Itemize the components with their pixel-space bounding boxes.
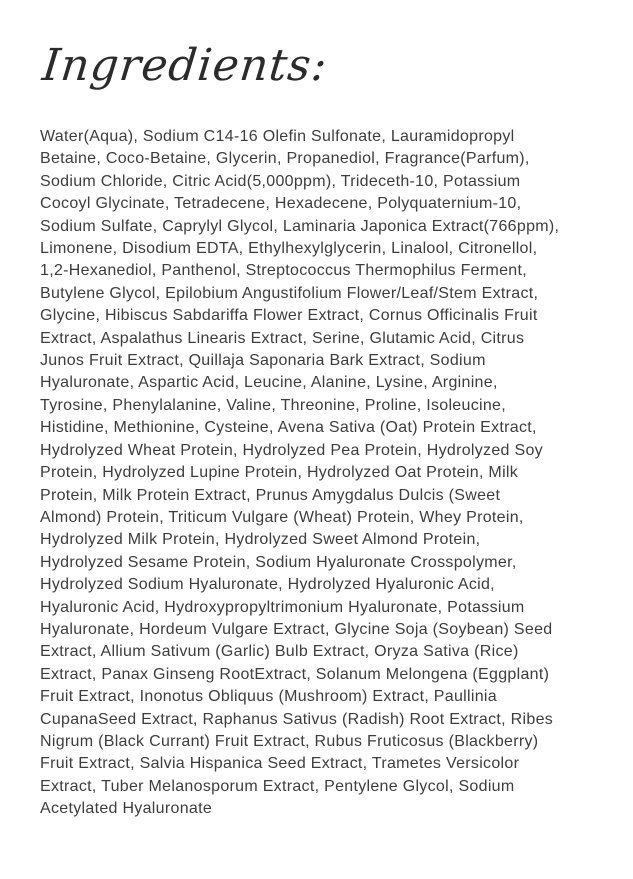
ingredients-line: Protein, Hydrolyzed Lupine Protein, Hydrolyzed Oat Protein, Milk [40, 464, 519, 482]
ingredients-line: Hydrolyzed Sodium Hyaluronate, Hydrolyzed Hyaluronic Acid, [40, 576, 495, 594]
ingredients-line: Almond) Protein, Triticum Vulgare (Wheat) Protein, Whey Protein, [40, 508, 524, 526]
ingredients-line: Hyaluronate, Aspartic Acid, Leucine, Alanine, Lysine, Arginine, [40, 374, 498, 392]
ingredients-line: Extract, Allium Sativum (Garlic) Bulb Extract, Oryza Sativa (Rice) [40, 643, 519, 661]
ingredients-line: Glycine, Hibiscus Sabdariffa Flower Extract, Cornus Officinalis Fruit [40, 307, 538, 325]
ingredients-line: 1,2-Hexanediol, Panthenol, Streptococcus Thermophilus Ferment, [40, 262, 527, 280]
ingredients-line: Butylene Glycol, Epilobium Angustifolium Flower/Leaf/Stem Extract, [40, 284, 539, 302]
ingredients-line: Hydrolyzed Wheat Protein, Hydrolyzed Pea Protein, Hydrolyzed Soy [40, 441, 543, 459]
ingredients-line: Nigrum (Black Currant) Fruit Extract, Rubus Fruticosus (Blackberry) [40, 732, 539, 750]
page-title: Ingredients: [40, 40, 331, 91]
ingredients-line: Hyaluronate, Hordeum Vulgare Extract, Glycine Soja (Soybean) Seed [40, 620, 553, 638]
ingredients-line: Extract, Panax Ginseng RootExtract, Solanum Melongena (Eggplant) [40, 665, 550, 683]
ingredients-line: Junos Fruit Extract, Quillaja Saponaria Bark Extract, Sodium [40, 352, 486, 370]
ingredients-line: Cocoyl Glycinate, Tetradecene, Hexadecene, Polyquaternium-10, [40, 195, 522, 213]
ingredients-line: Tyrosine, Phenylalanine, Valine, Threonine, Proline, Isoleucine, [40, 396, 506, 414]
ingredients-line: Extract, Aspalathus Linearis Extract, Serine, Glutamic Acid, Citrus [40, 329, 525, 347]
ingredients-line: Hydrolyzed Milk Protein, Hydrolyzed Sweet Almond Protein, [40, 531, 481, 549]
ingredients-line: Fruit Extract, Inonotus Obliquus (Mushroom) Extract, Paullinia [40, 688, 497, 706]
ingredients-line: Extract, Tuber Melanosporum Extract, Pentylene Glycol, Sodium [40, 777, 515, 795]
ingredients-line: Hyaluronic Acid, Hydroxypropyltrimonium Hyaluronate, Potassium [40, 598, 525, 616]
ingredients-line: Sodium Chloride, Citric Acid(5,000ppm), Trideceth-10, Potassium [40, 172, 521, 190]
ingredients-line: Histidine, Methionine, Cysteine, Avena Sativa (Oat) Protein Extract, [40, 419, 537, 437]
ingredients-line: Betaine, Coco-Betaine, Glycerin, Propanediol, Fragrance(Parfum), [40, 150, 530, 168]
ingredients-line: Hydrolyzed Sesame Protein, Sodium Hyaluronate Crosspolymer, [40, 553, 517, 571]
ingredients-line: Limonene, Disodium EDTA, Ethylhexylglycerin, Linalool, Citronellol, [40, 240, 538, 258]
ingredients-line: Protein, Milk Protein Extract, Prunus Amygdalus Dulcis (Sweet [40, 486, 501, 504]
ingredients-line: Sodium Sulfate, Caprylyl Glycol, Laminaria Japonica Extract(766ppm), [40, 217, 560, 235]
ingredients-line: Fruit Extract, Salvia Hispanica Seed Extract, Trametes Versicolor [40, 755, 520, 773]
ingredients-line: CupanaSeed Extract, Raphanus Sativus (Radish) Root Extract, Ribes [40, 710, 554, 728]
ingredients-line: Water(Aqua), Sodium C14-16 Olefin Sulfonate, Lauramidopropyl [40, 128, 515, 145]
ingredients-line: Acetylated Hyaluronate [40, 800, 213, 818]
ingredients-text [40, 126, 600, 821]
